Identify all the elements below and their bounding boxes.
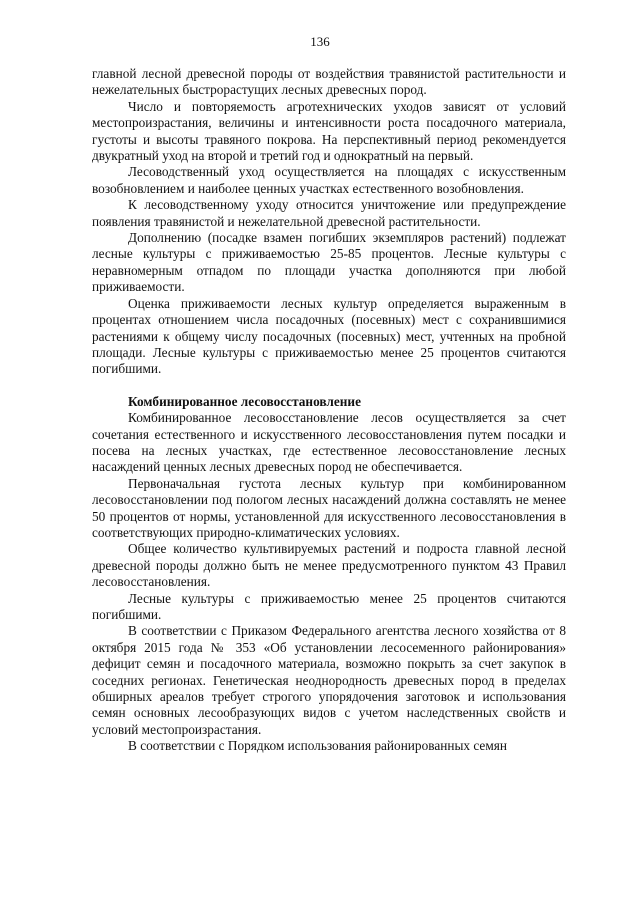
paragraph: Число и повторяемость агротехнических уходов зависят от условий местопроизрастания, величины и интенсивности роста посадочного материала, густоты и высоты травяного покрова. На перспективный период рекомендуется двукратный уход на второй и третий год и однократный на первый. bbox=[92, 98, 566, 164]
paragraph: Первоначальная густота лесных культур при комбинированном лесовосстановлении под пологом лесных насаждений должна составлять не менее 50 процентов от нормы, установленной для искусственного лесовосстановления в соответствующих природно-климатических условиях. bbox=[92, 475, 566, 540]
page-number: 136 bbox=[310, 34, 330, 49]
paragraph: главной лесной древесной породы от воздействия травянистой растительности и нежелательных быстрорастущих лесных древесных пород. bbox=[92, 66, 566, 98]
paragraph: Дополнению (посадке взамен погибших экземпляров растений) подлежат лесные культуры с приживаемостью 25-85 процентов. Лесные культуры с неравномерным отпадом по площади участка дополняются при любой приживаемости. bbox=[92, 230, 566, 295]
paragraph: Лесоводственный уход осуществляется на площадях с искусственным возобновлением и наиболее ценных участках естественного возобновления. bbox=[92, 164, 566, 196]
paragraph: Комбинированное лесовосстановление лесов осуществляется за счет сочетания естественного и искусственного лесовосстановления путем посадки и посева на лесных участках, где естественное лесовосстановление лесных насаждений ценных лесных древесных пород не обеспечивается. bbox=[92, 410, 566, 475]
paragraph: В соответствии с Порядком использования районированных семян bbox=[128, 738, 507, 754]
paragraph: Оценка приживаемости лесных культур определяется выраженным в процентах отношением числа посадочных (посевных) мест с сохранившимися растениями к общему числу посадочных (посевных) мест, учтенных на пробной площади. Лесные культуры с приживаемостью менее 25 процентов считаются погибшими. bbox=[92, 295, 566, 377]
paragraph: В соответствии с Приказом Федерального агентства лесного хозяйства от 8 октября 2015 года № 353 «Об установлении лесосеменного районирования» дефицит семян и посадочного материала, возможно покрыть за счет закупок в соседних регионах. Генетическая неоднородность древесных пород в пределах обширных ареалов требует строгого упорядочения заготовок и использования семян основных лесообразующих видов с учетом наследственных свойств и условий местопроизрастания. bbox=[92, 623, 566, 737]
paragraph: К лесоводственному уходу относится уничтожение или предупреждение появления травянистой и нежелательной древесной растительности. bbox=[92, 197, 566, 229]
paragraph: Общее количество культивируемых растений и подроста главной лесной древесной породы должно быть не менее предусмотренного пунктом 43 Правил лесовосстановления. bbox=[92, 541, 566, 590]
document-body bbox=[92, 66, 566, 755]
section-heading: Комбинированное лесовосстановление bbox=[128, 393, 362, 409]
paragraph: Лесные культуры с приживаемостью менее 25 процентов считаются погибшими. bbox=[92, 590, 566, 622]
